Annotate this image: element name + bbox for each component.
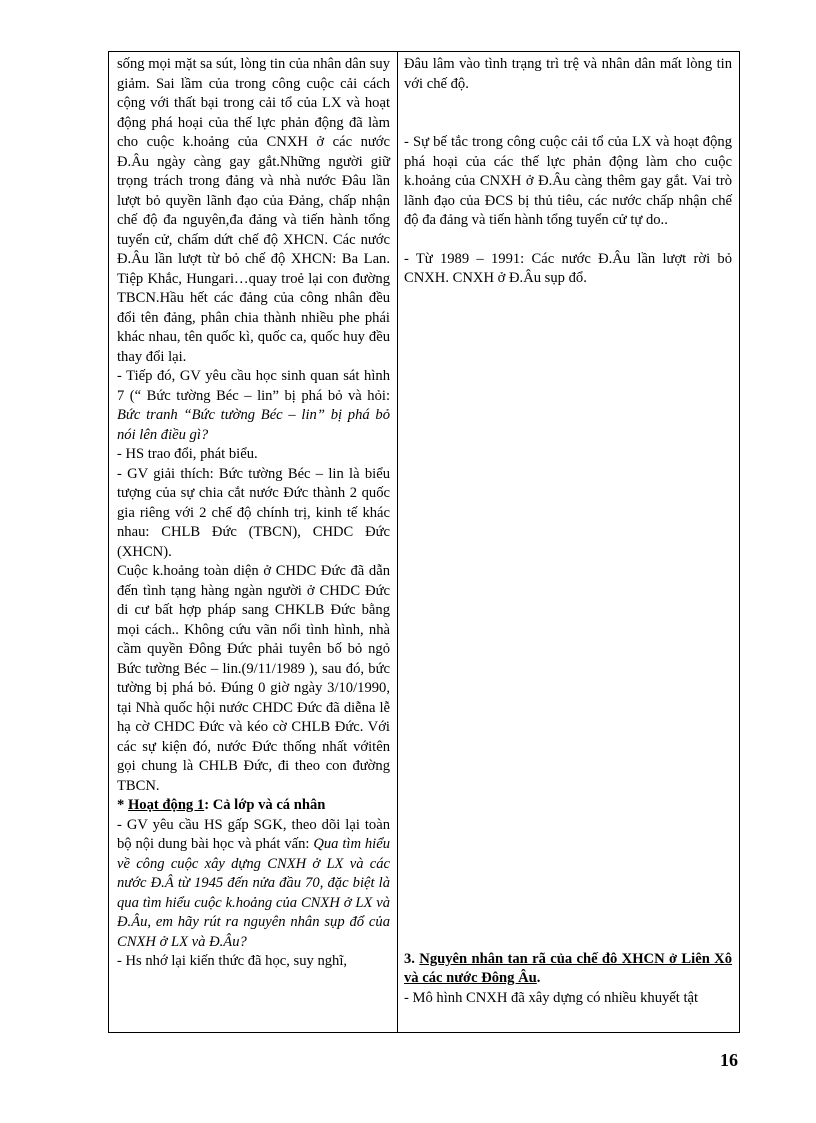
section-heading-number: 3. xyxy=(404,950,420,967)
left-paragraph-6 xyxy=(117,816,390,953)
left-paragraph-3: - HS trao đổi, phát biểu. xyxy=(117,446,258,462)
content-column xyxy=(398,52,739,1032)
activity-rest: : Cả lớp và cá nhân xyxy=(204,797,326,813)
section-heading xyxy=(404,950,732,989)
activity-label: Hoạt động 1 xyxy=(127,797,205,813)
page-number: 16 xyxy=(720,1050,738,1070)
left-paragraph-7: - Hs nhớ lại kiến thức đã học, suy nghĩ, xyxy=(117,953,348,969)
left-paragraph-4: - GV giải thích: Bức tường Béc – lin là biểu tượng của sự chia cắt nước Đức thành 2 quốc gia riêng với 2 chế độ chính trị, kinh tế khác nhau: CHLB Đức (TBCN), CHDC Đức (XHCN). xyxy=(117,465,390,560)
right-paragraph-3: - Từ 1989 – 1991: Các nước Đ.Âu lần lượt rời bỏ CNXH. CNXH ở Đ.Âu sụp đổ. xyxy=(404,250,732,286)
left-paragraph-2 xyxy=(117,367,390,445)
lesson-table xyxy=(108,51,740,1033)
activity-column xyxy=(109,52,397,1032)
left-paragraph-2-lead: - Tiếp đó, GV yêu cầu học sinh quan sát hình 7 (“ Bức tường Béc – lin” bị phá bỏ và hỏi: xyxy=(117,368,390,404)
section-heading-end: . xyxy=(536,970,541,986)
section-heading-text: Nguyên nhân tan rã của chế đô XHCN ở Liên Xô và các nước Đông Âu xyxy=(404,950,732,986)
activity-bullet: * xyxy=(117,797,128,813)
left-paragraph-5: Cuộc k.hoảng toàn diện ở CHDC Đức đã dẫn đến tình tạng hàng ngàn người ở CHDC Đức di cư bất hợp pháp sang CHKLB Đức bằng mọi cách.. Không cứu vãn nổi tình hình, nhà cầm quyền Đông Đức phải tuyên bố bỏ ngỏ Bức tường Béc – lin.(9/11/1989 ), sau đó, bức tường bị phá bỏ. Đúng 0 giờ ngày 3/10/1990, tại Nhà quốc hội nước CHDC Đức đã diễna lễ hạ cờ CHDC Đức và kéo cờ CHLB Đức. Với các sự kiện đó, nước Đức thống nhất vớitên gọi chung là CHLB Đức, đi theo con đường TBCN. xyxy=(117,563,390,794)
left-paragraph-1: sống mọi mặt sa sút, lòng tin của nhân dân suy giảm. Sai lầm của trong công cuộc cải cách cộng với thất bại trong cải tổ của LX và hoạt động phá hoại của thế lực phản động đã làm cho cuộc k.hoảng của CNXH ở các nước Đ.Âu ngày càng gay gắt.Những người giữ trọng trách trong đảng và nhà nước Đâu lần lượt bỏ quyền lãnh đạo của Đảng, chấp nhận chế độ đa nguyên,đa đảng và tiến hành tổng tuyển cử, chấm dứt chế độ XHCN. Các nước Đ.Âu lần lượt từ bỏ chế độ XHCN: Ba Lan. Tiệp Khắc, Hungari…quay troẻ lại con đường TBCN.Hầu hết các đảng của công nhân đều đổi tên đảng, phân chia thành nhiều phe phái khác nhau, tên quốc kì, quốc ca, quốc huy đều thay đổi lại. xyxy=(117,56,390,365)
right-paragraph-1: Đâu lâm vào tình trạng trì trệ và nhân dân mất lòng tin với chế độ. xyxy=(404,56,732,92)
left-paragraph-2-question: Bức tranh “Bức tường Béc – lin” bị phá bỏ nói lên điều gì? xyxy=(117,407,390,443)
left-paragraph-6-lead: - GV yêu cầu HS gấp SGK, theo dõi lại toàn bộ nội dung bài học và phát vấn: xyxy=(117,816,390,852)
activity-heading xyxy=(117,796,390,816)
left-paragraph-6-question: Qua tìm hiểu về công cuộc xây dựng CNXH ở LX và các nước Đ.Â từ 1945 đến nửa đầu 70, đặc biệt là qua tìm hiểu cuộc k.hoảng của CNXH ở LX và Đ.Âu, em hãy rút ra nguyên nhân sụp đổ của CNXH ở LX và Đ.Âu? xyxy=(117,836,390,950)
right-paragraph-2: - Sự bế tắc trong công cuộc cải tổ của LX và hoạt động phá hoại của các thế lực phản động làm cho cuộc k.hoảng của CNXH ở Đ.Âu càng thêm gay gắt. Vai trò lãnh đạo của ĐCS bị thủ tiêu, các nước chấp nhận chế độ đa đảng và tiến hành tổng tuyển cử tự do.. xyxy=(404,134,732,228)
right-paragraph-4: - Mô hình CNXH đã xây dựng có nhiều khuyết tật xyxy=(404,989,699,1006)
